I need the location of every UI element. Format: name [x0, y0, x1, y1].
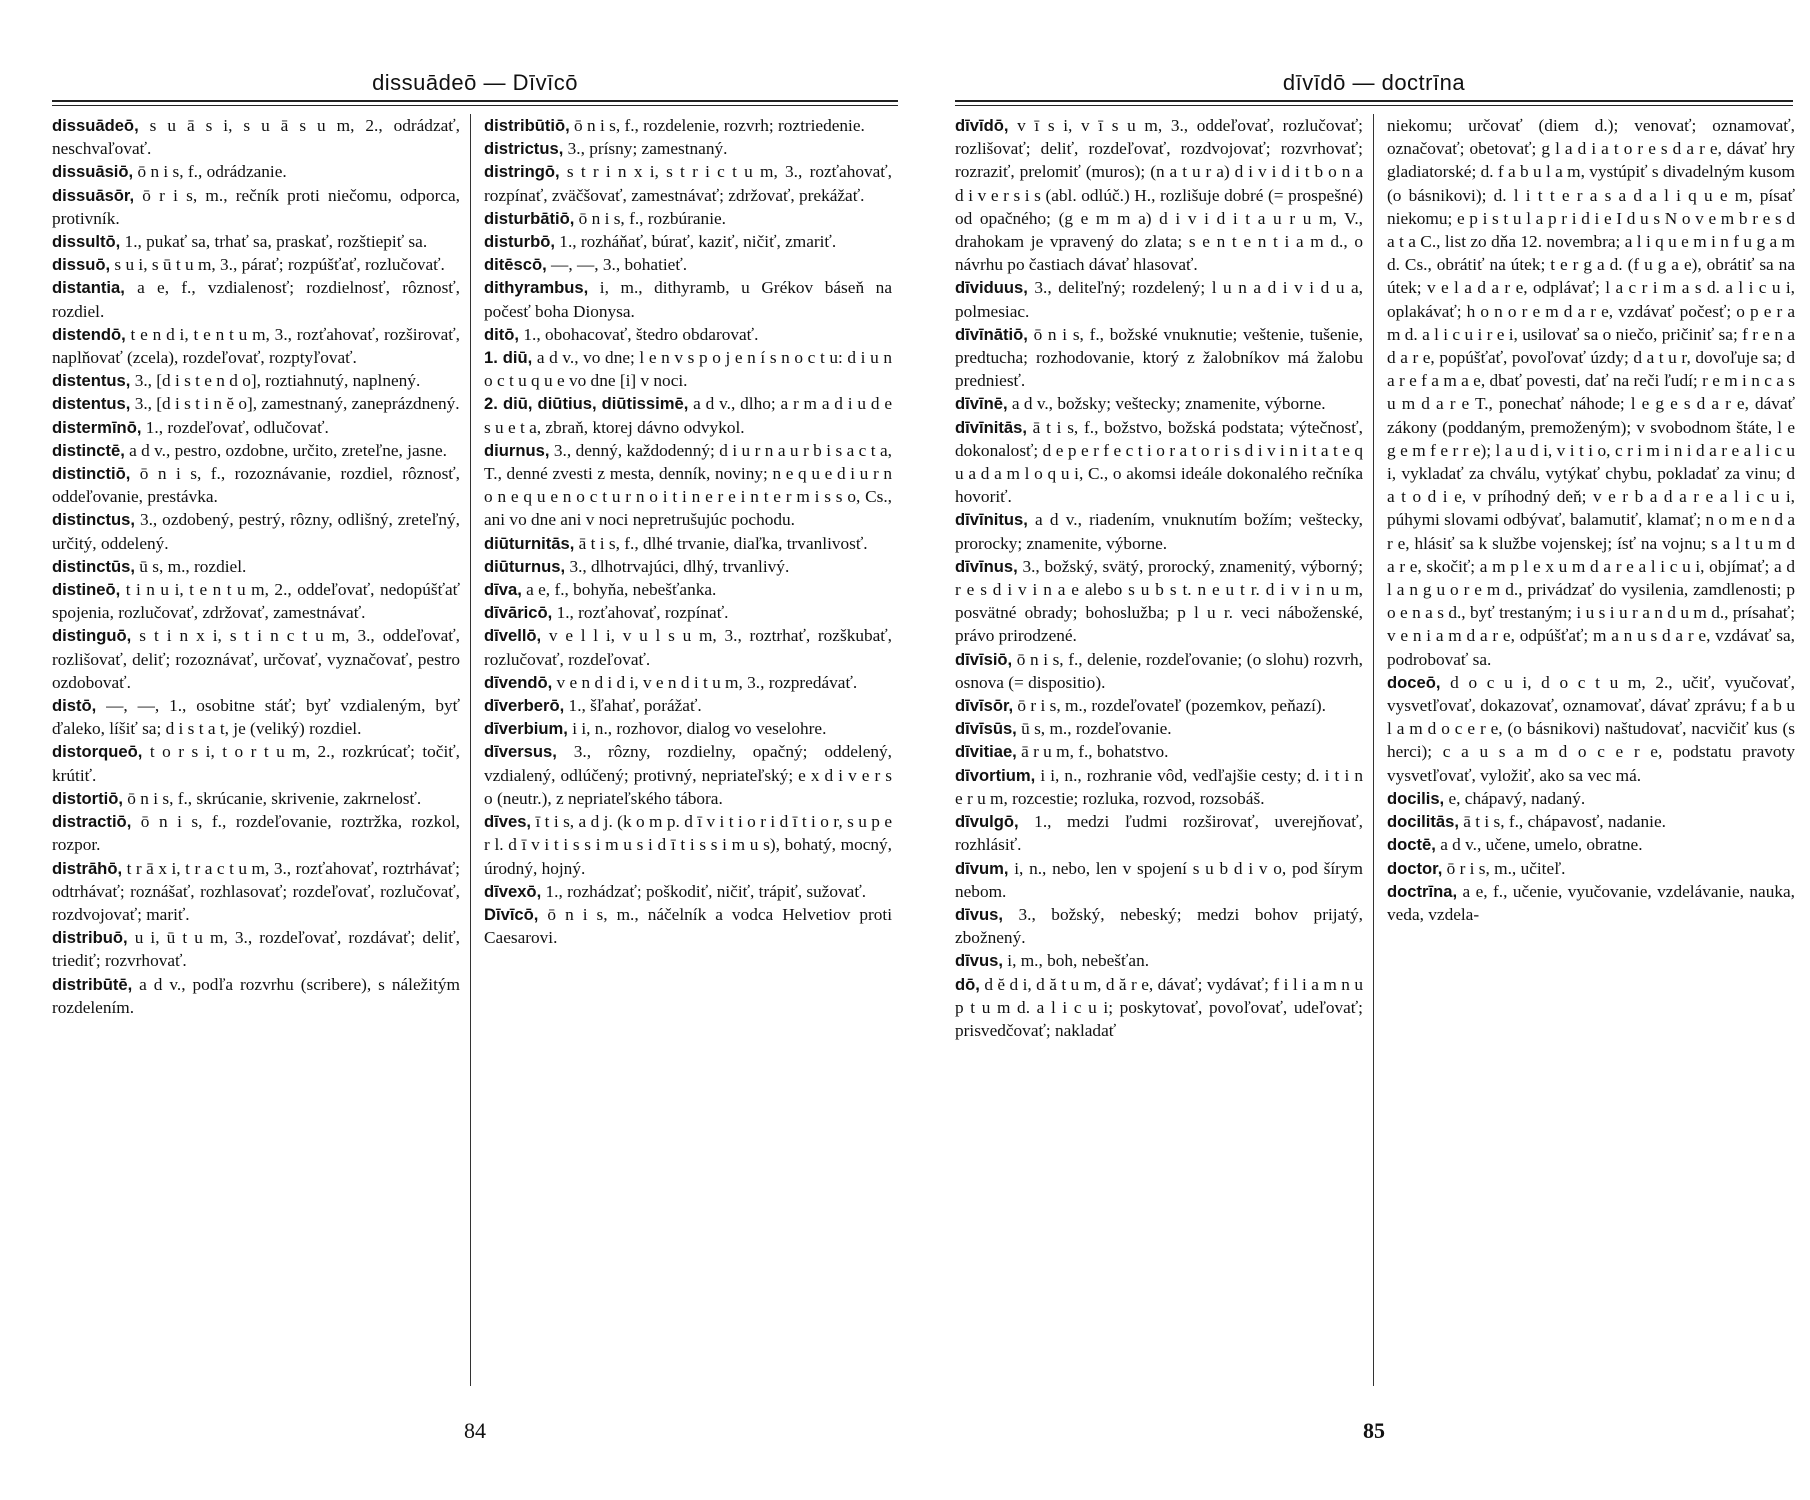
entry-headword: dīverbium,: [484, 719, 568, 739]
entry-definition: 3., [d i s t e n d o], roztiahnutý, naplnený.: [130, 371, 421, 391]
dictionary-entry: [52, 624, 460, 694]
entry-definition: i, m., dithyramb, u Grékov báseň na počesť boha Dionysa.: [484, 278, 892, 321]
entry-definition: ō n i s, f., božské vnuknutie; veštenie, tušenie, predtucha; rozhodovanie, ktorý z žalobníkov má žalobu predniesť.: [955, 324, 1363, 391]
dictionary-entry: [955, 717, 1363, 740]
entry-headword: distentus,: [52, 371, 131, 391]
entry-headword: distringō,: [484, 162, 560, 182]
entry-definition: s t r i n x i, s t r i c t u m, 3., rozťahovať, rozpínať, zväčšovať, zamestnávať; zdržovať, prekážať.: [484, 162, 892, 205]
dictionary-entry: [1387, 671, 1795, 787]
entry-headword: dīvitiae,: [955, 742, 1017, 762]
entry-headword: dīvexō,: [484, 881, 542, 901]
entry-definition: ā t i s, f., dlhé trvanie, diaľka, trvanlivosť.: [574, 533, 868, 553]
dictionary-entry: [1387, 880, 1795, 926]
dictionary-entry: [52, 114, 460, 160]
entry-definition: a d v., vo dne; l e n v s p o j e n í s n o c t u: d i u n o c t u q u e vo dne [i] v noci.: [484, 348, 892, 391]
dictionary-entry: [484, 717, 892, 740]
entry-headword: doctrīna,: [1387, 881, 1458, 901]
dictionary-entry: [484, 114, 892, 137]
entry-headword: doctē,: [1387, 835, 1436, 855]
dictionary-entry: [484, 810, 892, 880]
dictionary-entry: [955, 973, 1363, 1043]
entry-definition: 1., pukať sa, trhať sa, praskať, rozštiepiť sa.: [120, 232, 428, 252]
dictionary-entry: [484, 624, 892, 670]
entry-definition: a e, f., vzdialenosť; rozdielnosť, rôznosť, rozdiel.: [52, 278, 460, 321]
dictionary-entry: [1387, 787, 1795, 810]
entry-definition: a d v., podľa rozvrhu (scribere), s náležitým rozdelením.: [52, 974, 460, 1017]
entry-headword: dīvīnē,: [955, 394, 1008, 414]
entry-headword: dissultō,: [52, 232, 121, 252]
entry-headword: dīverberō,: [484, 696, 565, 716]
entry-definition: ō n i s, f., rozdelenie, rozvrh; roztriedenie.: [569, 116, 865, 135]
entry-headword: distermīnō,: [52, 417, 142, 437]
entry-definition: ū s, m., rozdiel.: [134, 556, 247, 576]
entry-definition: e, chápavý, nadaný.: [1444, 788, 1586, 808]
dictionary-entry: [52, 787, 460, 810]
entry-headword: diūturnus,: [484, 556, 566, 576]
entry-definition: d ĕ d i, d ă t u m, d ă r e, dávať; vydávať; f i l i a m n u p t u m d. a l i c u i; poskytovať, povoľovať, udeľovať; prisvedčovať; nakladať: [955, 974, 1363, 1040]
entry-headword: dīversus,: [484, 742, 557, 762]
entry-definition: 3., ozdobený, pestrý, rôzny, odlišný, zreteľný, určitý, oddelený.: [52, 510, 460, 553]
dictionary-entry: [955, 508, 1363, 554]
entry-definition: s t i n x i, s t i n c t u m, 3., oddeľovať, rozlišovať, deliť; rozoznávať, určovať, vyznačovať, pestro ozdobovať.: [52, 626, 460, 692]
dictionary-entry: [484, 555, 892, 578]
dictionary-entry: [52, 740, 460, 786]
dictionary-entry: [955, 276, 1363, 322]
entry-definition: ō n i s, f., rozdeľovanie, roztržka, rozkol, rozpor.: [52, 812, 460, 855]
dictionary-entry: [52, 462, 460, 508]
column-divider: [1373, 114, 1374, 1386]
dictionary-entry: [955, 114, 1363, 276]
dictionary-entry: [955, 949, 1363, 972]
dictionary-entry: [484, 740, 892, 810]
entry-headword: disturbō,: [484, 232, 555, 252]
entry-headword: districtus,: [484, 139, 564, 159]
entry-headword: diurnus,: [484, 440, 550, 460]
entry-headword: distinguō,: [52, 626, 132, 646]
dictionary-entry: [484, 160, 892, 206]
entry-definition: 1., rozťahovať, rozpínať.: [552, 603, 729, 623]
dictionary-entry: [52, 416, 460, 439]
entry-definition: ā t i s, f., božstvo, božská podstata; výtečnosť, dokonalosť; d e p e r f e c t i o r a t o r i s d i v i n i t a t e q u a d a m l o q u i, C., o akomsi ideále dokonalého rečníka hovoriť.: [955, 417, 1363, 507]
dictionary-entry: [1387, 114, 1795, 671]
dictionary-entry: [484, 601, 892, 624]
column-2: [484, 114, 892, 1390]
header-rule: [955, 105, 1793, 106]
entry-headword: distorqueō,: [52, 742, 143, 762]
entry-headword: distendō,: [52, 324, 126, 344]
entry-headword: dīvāricō,: [484, 603, 553, 623]
dictionary-entry: [52, 694, 460, 740]
entry-definition: 3., rôzny, rozdielny, opačný; oddelený, vzdialený, odlúčený; protivný, nepriateľský; e x d i v e r s o (neutr.), z nepriateľského tábora.: [484, 742, 892, 808]
entry-definition: u i, ū t u m, 3., rozdeľovať, rozdávať; deliť, triediť; rozvrhovať.: [52, 928, 460, 971]
entry-definition: d o c u i, d o c t u m, 2., učiť, vyučovať, vysvetľovať, dokazovať, oznamovať, dávať zprávu; f a b u l a m d o c e r e, (o básnikovi) naštudovať, nacvičiť kus (s herci); c a u s a m d o c e r e, podstatu pravoty vysvetľovať, vyložiť, ako sa vec má.: [1387, 672, 1795, 785]
dictionary-entry: [484, 532, 892, 555]
entry-definition: a d v., riadením, vnuknutím božím; veštecky, prorocky; znamenite, výborne.: [955, 510, 1363, 553]
entry-headword: dīvortium,: [955, 765, 1036, 785]
entry-headword: distineō,: [52, 580, 121, 600]
entry-definition: —, —, 3., bohatieť.: [546, 255, 688, 275]
entry-definition: a d v., učene, umelo, obratne.: [1435, 835, 1643, 855]
entry-headword: doceō,: [1387, 672, 1441, 692]
dictionary-entry: [955, 648, 1363, 694]
entry-headword: dīvulgō,: [955, 812, 1019, 832]
entry-definition: ō r i s, m., rozdeľovateľ (pozemkov, peňazí).: [1013, 696, 1326, 716]
entry-definition: ō n i s, f., odrádzanie.: [133, 162, 287, 182]
entry-headword: dīvīsōr,: [955, 696, 1014, 716]
entry-definition: a d v., božsky; veštecky; znamenite, výborne.: [1007, 394, 1326, 414]
entry-headword: 1. diū,: [484, 348, 533, 368]
entry-definition: 3., božský, svätý, prorocký, znamenitý, výborný; r e s d i v i n a e alebo s u b s t. n e u t r. d i v i n u m, posvätné obrady; bohoslužba; p l u r. veci náboženské, právo prirodzené.: [955, 556, 1363, 646]
dictionary-entry: [1387, 833, 1795, 856]
entry-definition: 1., medzi ľudmi rozširovať, uverejňovať, rozhlásiť.: [955, 812, 1363, 855]
entry-headword: dīvellō,: [484, 626, 542, 646]
entry-headword: docilis,: [1387, 788, 1445, 808]
dictionary-entry: [1387, 810, 1795, 833]
entry-headword: dīvendō,: [484, 672, 553, 692]
left-page: [52, 60, 898, 1480]
entry-headword: dīvus,: [955, 951, 1003, 971]
entry-definition: i, m., boh, nebešťan.: [1002, 951, 1150, 971]
entry-headword: dīviduus,: [955, 278, 1028, 298]
entry-definition: 1., rozhádzať; poškodiť, ničiť, trápiť, sužovať.: [541, 881, 867, 901]
dictionary-entry: [52, 439, 460, 462]
dictionary-entry: [955, 694, 1363, 717]
column-2: [1387, 114, 1795, 1390]
dictionary-entry: [484, 323, 892, 346]
entry-definition: i, n., nebo, len v spojení s u b d i v o, pod šírym nebom.: [955, 858, 1363, 901]
entry-definition: 1., rozháňať, búrať, kaziť, ničiť, zmariť.: [554, 232, 837, 252]
dictionary-entry: [955, 555, 1363, 648]
dictionary-entry: [52, 555, 460, 578]
dictionary-entry: [484, 578, 892, 601]
dictionary-entry: [52, 810, 460, 856]
dictionary-entry: [955, 764, 1363, 810]
page-header: dissuādeō — Dīvīcō: [372, 70, 578, 95]
entry-headword: ditō,: [484, 324, 520, 344]
entry-definition: 3., božský, nebeský; medzi bohov prijatý, zbožnený.: [955, 904, 1363, 948]
dictionary-entry: [52, 578, 460, 624]
entry-headword: distortiō,: [52, 788, 123, 808]
entry-headword: diūturnitās,: [484, 533, 575, 553]
entry-headword: dīvīsiō,: [955, 649, 1013, 669]
header-rule: [52, 105, 898, 106]
dictionary-entry: [484, 694, 892, 717]
entry-headword: dīva,: [484, 580, 522, 600]
dictionary-entry: [484, 253, 892, 276]
dictionary-entry: [52, 184, 460, 230]
dictionary-entry: [955, 810, 1363, 856]
header-rule: [52, 100, 898, 102]
entry-headword: dīvīnitās,: [955, 417, 1027, 437]
entry-headword: distinctūs,: [52, 556, 135, 576]
entry-definition: v e l l i, v u l s u m, 3., roztrhať, rozškubať, rozlučovať, rozdeľovať.: [484, 626, 892, 669]
entry-definition: ō r i s, m., rečník proti niečomu, odporca, protivník.: [52, 185, 460, 228]
entry-headword: Dīvīcō,: [484, 904, 539, 924]
dictionary-entry: [52, 926, 460, 972]
entry-headword: disturbātiō,: [484, 208, 575, 228]
entry-definition: ō n i s, f., skrúcanie, skrivenie, zakrnelosť.: [122, 788, 422, 808]
entry-definition: a e, f., bohyňa, nebešťanka.: [521, 580, 717, 600]
entry-headword: distantia,: [52, 278, 125, 298]
column-1: [955, 114, 1363, 1390]
page-number: 84: [464, 1418, 486, 1443]
entry-headword: dissuādeō,: [52, 116, 139, 135]
entry-headword: dīvum,: [955, 858, 1009, 878]
entry-definition: a d v., pestro, ozdobne, určito, zreteľne, jasne.: [124, 440, 447, 460]
dictionary-entry: [52, 973, 460, 1019]
entry-headword: distentus,: [52, 394, 131, 414]
dictionary-entry: [52, 276, 460, 322]
entry-headword: distinctus,: [52, 510, 135, 530]
entry-headword: distractiō,: [52, 812, 132, 832]
entry-headword: distribūtiō,: [484, 116, 570, 135]
entry-definition: niekomu; určovať (diem d.); venovať; oznamovať, označovať; obetovať; g l a d i a t o r e s d a r e, dávať hry gladiatorské; d. f a b u l a m, vystúpiť s divadelným kusom (o básnikovi); d. l i t t e r a s a d a l i q u e m, písať niekomu; e p i s t u l a p r i d i e I d u s N o v e m b r e s d a t a C., list zo dňa 12. novembra; a l i q u e m i n f u g a m d. Cs., obrátiť na útek; t e r g a d. (f u g a e), obrátiť sa na útek; v e l a d a r e, odplávať; l a c r i m a s d. a l i c u i, oplakávať; h o n o r e m d a r e, vzdávať počesť; o p e r a m d. a l i c u i r e i, usilovať sa o niečo, pričiniť sa; f r e n a d a r e, popúšťať, povoľovať úzdy; d a t u r, dovoľuje sa; d a r e f a m a e, dbať povesti, dať na reči ľudí; r e m i n c a s u m d a r e T., ponechať náhode; l e g e s d a r e, dávať zákony (poddaným, premoženým); v svobodnom štáte, l e g e m f e r r e); l a u d i, v i t i o, c r i m i n i d a r e a l i c u i, vykladať za chválu, vytýkať chybu, pokladať za vinu; d a t o d i e, v príhodný deň; v e r b a d a r e a l i c u i, púhymi slovami odbývať, balamutiť, klamať; n o m e n d a r e, hlásiť sa k službe vojenskej; ísť na vojnu; s a l t u m d a r e, skočiť; a m p l e x u m d a r e a l i c u i, objímať; a d l a n g u o r e m d., privádzať do vysilenia, zamdlenosti; p o e n a s d., byť trestaným; i u s i u r a n d u m d., prísahať; v e n i a m d a r e, odpúšťať; m a n u s d a r e, vzdávať sa, podrobovať sa.: [1387, 116, 1795, 669]
header-rule: [955, 100, 1793, 102]
entry-definition: ō n i s, f., rozbúranie.: [574, 208, 726, 228]
entry-headword: doctor,: [1387, 858, 1443, 878]
column-divider: [470, 114, 471, 1386]
entry-definition: t o r s i, t o r t u m, 2., rozkrúcať; točiť, krútiť.: [52, 742, 460, 785]
dictionary-entry: [484, 671, 892, 694]
entry-definition: t r ā x i, t r a c t u m, 3., rozťahovať, roztrhávať; odtrhávať; roznášať, rozhlasovať; rozdeľovať, rozlučovať, rozdvojovať; mariť.: [52, 858, 460, 924]
entry-definition: v ī s i, v ī s u m, 3., oddeľovať, rozlučovať; rozlišovať; deliť, rozdeľovať, rozdvojovať; rozvrhovať; rozraziť, prelomiť (muros); (n a t u r a) d i v i d i t b o n a d i v e r s i s (abl. odlúč.) H., rozlišuje dobré (= prospešné) od opačného; (g e m m a) d i v i d i t a u r u m, V., drahokam je vpravený do zlata; s e n t e n t i a m d., o návrhu po častiach dávať hlasovať.: [955, 116, 1363, 275]
entry-definition: ā t i s, f., chápavosť, nadanie.: [1458, 812, 1666, 832]
entry-definition: 1., šľahať, porážať.: [564, 696, 702, 716]
dictionary-entry: [52, 160, 460, 183]
dictionary-entry: [52, 323, 460, 369]
page-number: 85: [1363, 1418, 1385, 1443]
dictionary-entry: [955, 740, 1363, 763]
dictionary-entry: [484, 230, 892, 253]
dictionary-entry: [955, 857, 1363, 903]
entry-definition: s u i, s ū t u m, 3., párať; rozpúšťať, rozlučovať.: [110, 255, 445, 275]
page-header: dīvīdō — doctrīna: [1282, 70, 1466, 95]
dictionary-entry: [484, 276, 892, 322]
dictionary-entry: [484, 346, 892, 392]
entry-definition: ū s, m., rozdeľovanie.: [1016, 719, 1172, 739]
entry-definition: ō n i s, m., náčelník a vodca Helvetiov proti Caesarovi.: [484, 904, 892, 948]
entry-definition: 3., [d i s t i n ĕ o], zamestnaný, zaneprázdnený.: [130, 394, 460, 414]
entry-definition: ō n i s, f., rozoznávanie, rozdiel, rôznosť, oddeľovanie, prestávka.: [52, 464, 460, 507]
entry-definition: t e n d i, t e n t u m, 3., rozťahovať, rozširovať, naplňovať (zcela), rozdeľovať, rozptyľovať.: [52, 324, 460, 368]
dictionary-entry: [52, 369, 460, 392]
entry-headword: distinctiō,: [52, 464, 131, 484]
entry-headword: dissuō,: [52, 255, 111, 275]
entry-definition: 3., dlhotrvajúci, dlhý, trvanlivý.: [565, 556, 790, 576]
entry-definition: 1., obohacovať, štedro obdarovať.: [519, 324, 759, 344]
entry-headword: distō,: [52, 696, 97, 716]
entry-definition: i i, n., rozhranie vôd, vedľajšie cesty; d. i t i n e r u m, rozcestie; rozluka, rozvod, rozsobáš.: [955, 765, 1363, 808]
entry-headword: ditēscō,: [484, 255, 547, 275]
entry-headword: dithyrambus,: [484, 278, 589, 298]
dictionary-entry: [1387, 857, 1795, 880]
entry-definition: ō r i s, m., učiteľ.: [1442, 858, 1566, 878]
dictionary-entry: [484, 207, 892, 230]
entry-headword: dīvīdō,: [955, 116, 1009, 135]
entry-definition: i i, n., rozhovor, dialog vo veselohre.: [567, 719, 827, 739]
dictionary-entry: [52, 253, 460, 276]
entry-definition: ō n i s, f., delenie, rozdeľovanie; (o slohu) rozvrh, osnova (= dispositio).: [955, 649, 1363, 692]
dictionary-entry: [484, 880, 892, 903]
entry-definition: —, —, 1., osobitne stáť; byť vzdialeným, byť ďaleko, líšiť sa; d i s t a t, je (veliký) rozdiel.: [52, 696, 460, 739]
right-page: [955, 60, 1793, 1480]
entry-definition: ā r u m, f., bohatstvo.: [1016, 742, 1169, 762]
dictionary-entry: [955, 416, 1363, 509]
dictionary-entry: [52, 392, 460, 415]
entry-definition: 3., denný, každodenný; d i u r n a u r b i s a c t a, T., denné zvesti z mesta, denník, noviny; n e q u e d i u r n o n e q u e n o c t u r n o i t i n e r e i n t e r m i s s o, Cs., ani vo dne ani v noci nepretrušujúc pochodu.: [484, 440, 892, 530]
dictionary-entry: [484, 439, 892, 532]
dictionary-entry: [955, 392, 1363, 415]
dictionary-entry: [52, 230, 460, 253]
entry-headword: distrāhō,: [52, 858, 123, 878]
entry-definition: 1., rozdeľovať, odlučovať.: [141, 417, 329, 437]
column-1: [52, 114, 460, 1390]
dictionary-entry: [484, 392, 892, 438]
dictionary-entry: [484, 137, 892, 160]
entry-headword: distinctē,: [52, 440, 125, 460]
dictionary-entry: [955, 903, 1363, 949]
entry-definition: 3., prísny; zamestnaný.: [563, 139, 728, 159]
entry-headword: dīvīsūs,: [955, 719, 1017, 739]
entry-definition: v e n d i d i, v e n d i t u m, 3., rozpredávať.: [552, 672, 858, 692]
entry-headword: dīves,: [484, 812, 532, 832]
entry-headword: dissuāsiō,: [52, 162, 134, 182]
entry-definition: ī t i s, a d j. (k o m p. d ī v i t i o r i d ī t i o r, s u p e r l. d ī v i t i s s i m u s i d ī t i s s i m u s), bohatý, mocný, úrodný, hojný.: [484, 812, 892, 878]
entry-headword: distribuō,: [52, 928, 128, 948]
dictionary-entry: [52, 508, 460, 554]
entry-definition: t i n u i, t e n t u m, 2., oddeľovať, nedopúšťať spojenia, rozlučovať, zdržovať, zamestnávať.: [52, 580, 460, 623]
entry-headword: distribūtē,: [52, 974, 133, 994]
entry-headword: dissuāsōr,: [52, 185, 135, 205]
entry-definition: a d v., dlho; a r m a d i u d e s u e t a, zbraň, ktorej dávno odvykol.: [484, 394, 892, 437]
entry-definition: 3., deliteľný; rozdelený; l u n a d i v i d u a, polmesiac.: [955, 278, 1363, 321]
dictionary-entry: [484, 903, 892, 949]
dictionary-entry: [955, 323, 1363, 393]
entry-headword: dō,: [955, 974, 980, 994]
entry-headword: dīvīnitus,: [955, 510, 1028, 530]
entry-headword: 2. diū, diūtius, diūtissimē,: [484, 394, 689, 414]
entry-headword: dīvus,: [955, 904, 1003, 924]
entry-headword: dīvīnus,: [955, 556, 1018, 576]
dictionary-entry: [52, 857, 460, 927]
entry-headword: dīvīnātiō,: [955, 324, 1028, 344]
entry-definition: a e, f., učenie, vyučovanie, vzdelávanie, nauka, veda, vzdela-: [1387, 881, 1795, 924]
entry-headword: docilitās,: [1387, 812, 1459, 832]
entry-definition: s u ā s i, s u ā s u m, 2., odrádzať, neschvaľovať.: [52, 116, 460, 159]
